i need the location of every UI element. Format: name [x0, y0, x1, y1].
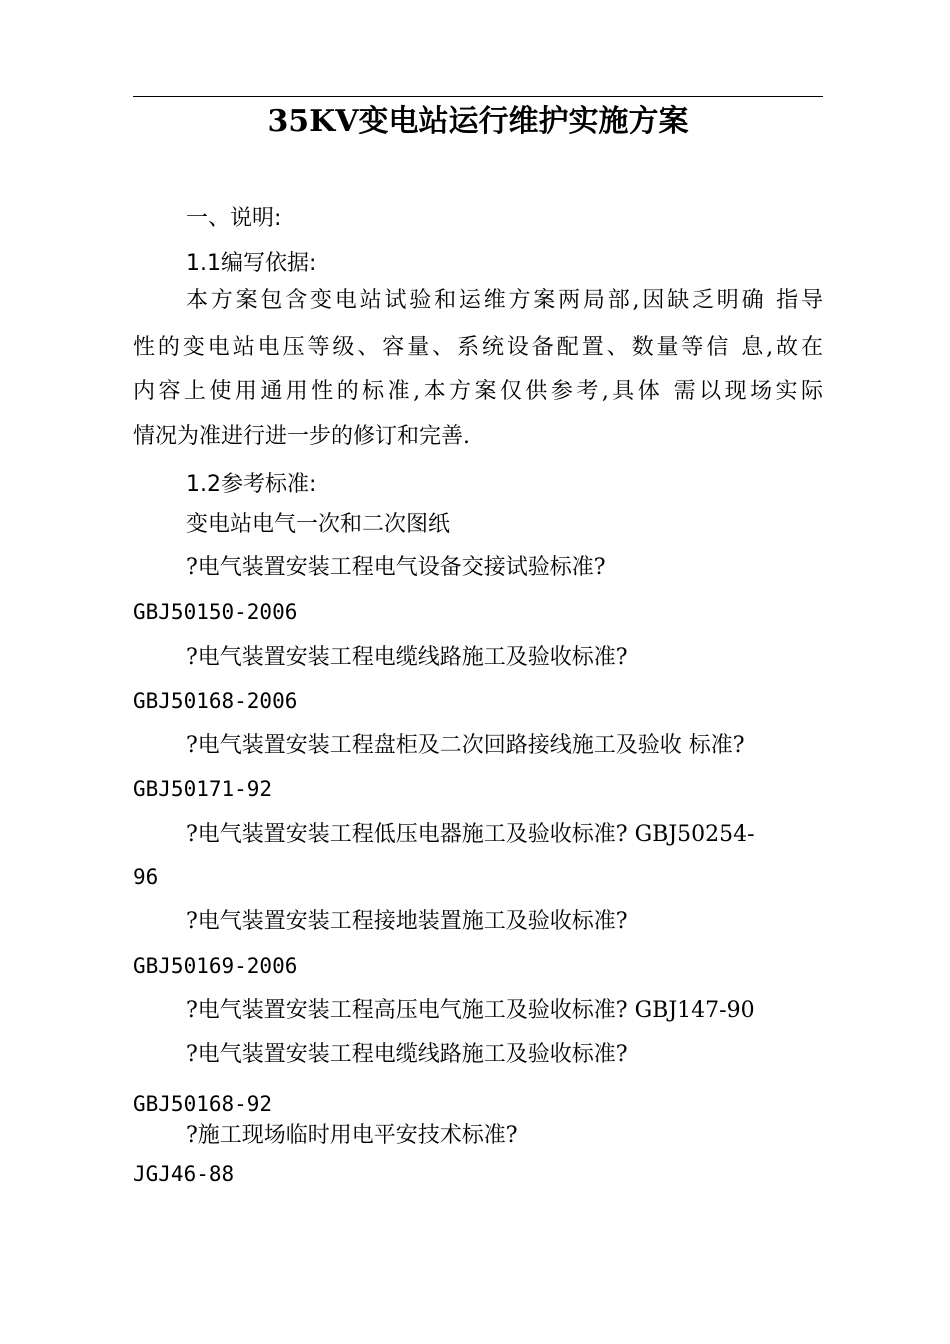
standard-name: ?电气装置安装工程电缆线路施工及验收标准?: [186, 645, 628, 670]
document-title: 35KV变电站运行维护实施方案: [267, 104, 689, 139]
standard-name: ?电气装置安装工程盘柜及二次回路接线施工及验收 标准?: [186, 733, 745, 758]
standard-code: GBJ50168-2006: [133, 689, 298, 713]
subsection-heading-standards: 1.2参考标准:: [186, 472, 317, 497]
subsection-heading-basis: 1.1编写依据:: [186, 251, 317, 276]
standard-code: JGJ46-88: [133, 1162, 235, 1186]
standard-code: GBJ50150-2006: [133, 600, 298, 624]
header-rule: [133, 96, 823, 97]
standard-name: ?电气装置安装工程低压电器施工及验收标准? GBJ50254-: [186, 822, 755, 847]
standard-code: 96: [133, 865, 159, 889]
standard-name: ?施工现场临时用电平安技术标准?: [186, 1123, 518, 1148]
standard-name: ?电气装置安装工程高压电气施工及验收标准? GBJ147-90: [186, 998, 755, 1023]
standard-code: GBJ50169-2006: [133, 954, 298, 978]
standard-name: ?电气装置安装工程电气设备交接试验标准?: [186, 555, 606, 580]
paragraph-line: 本方案包含变电站试验和运维方案两局部,因缺乏明确 指导: [186, 288, 823, 313]
standard-name: ?电气装置安装工程接地装置施工及验收标准?: [186, 909, 628, 934]
section-heading-explanation: 一、说明:: [186, 206, 282, 231]
standard-name: ?电气装置安装工程电缆线路施工及验收标准?: [186, 1042, 628, 1067]
standards-intro: 变电站电气一次和二次图纸: [186, 512, 451, 537]
standard-code: GBJ50171-92: [133, 777, 273, 801]
paragraph-line: 情况为准进行进一步的修订和完善.: [133, 424, 470, 449]
paragraph-line: 性的变电站电压等级、容量、系统设备配置、数量等信 息,故在: [133, 335, 823, 360]
paragraph-line: 内容上使用通用性的标准,本方案仅供参考,具体 需以现场实际: [133, 379, 823, 404]
standard-code: GBJ50168-92: [133, 1092, 273, 1116]
